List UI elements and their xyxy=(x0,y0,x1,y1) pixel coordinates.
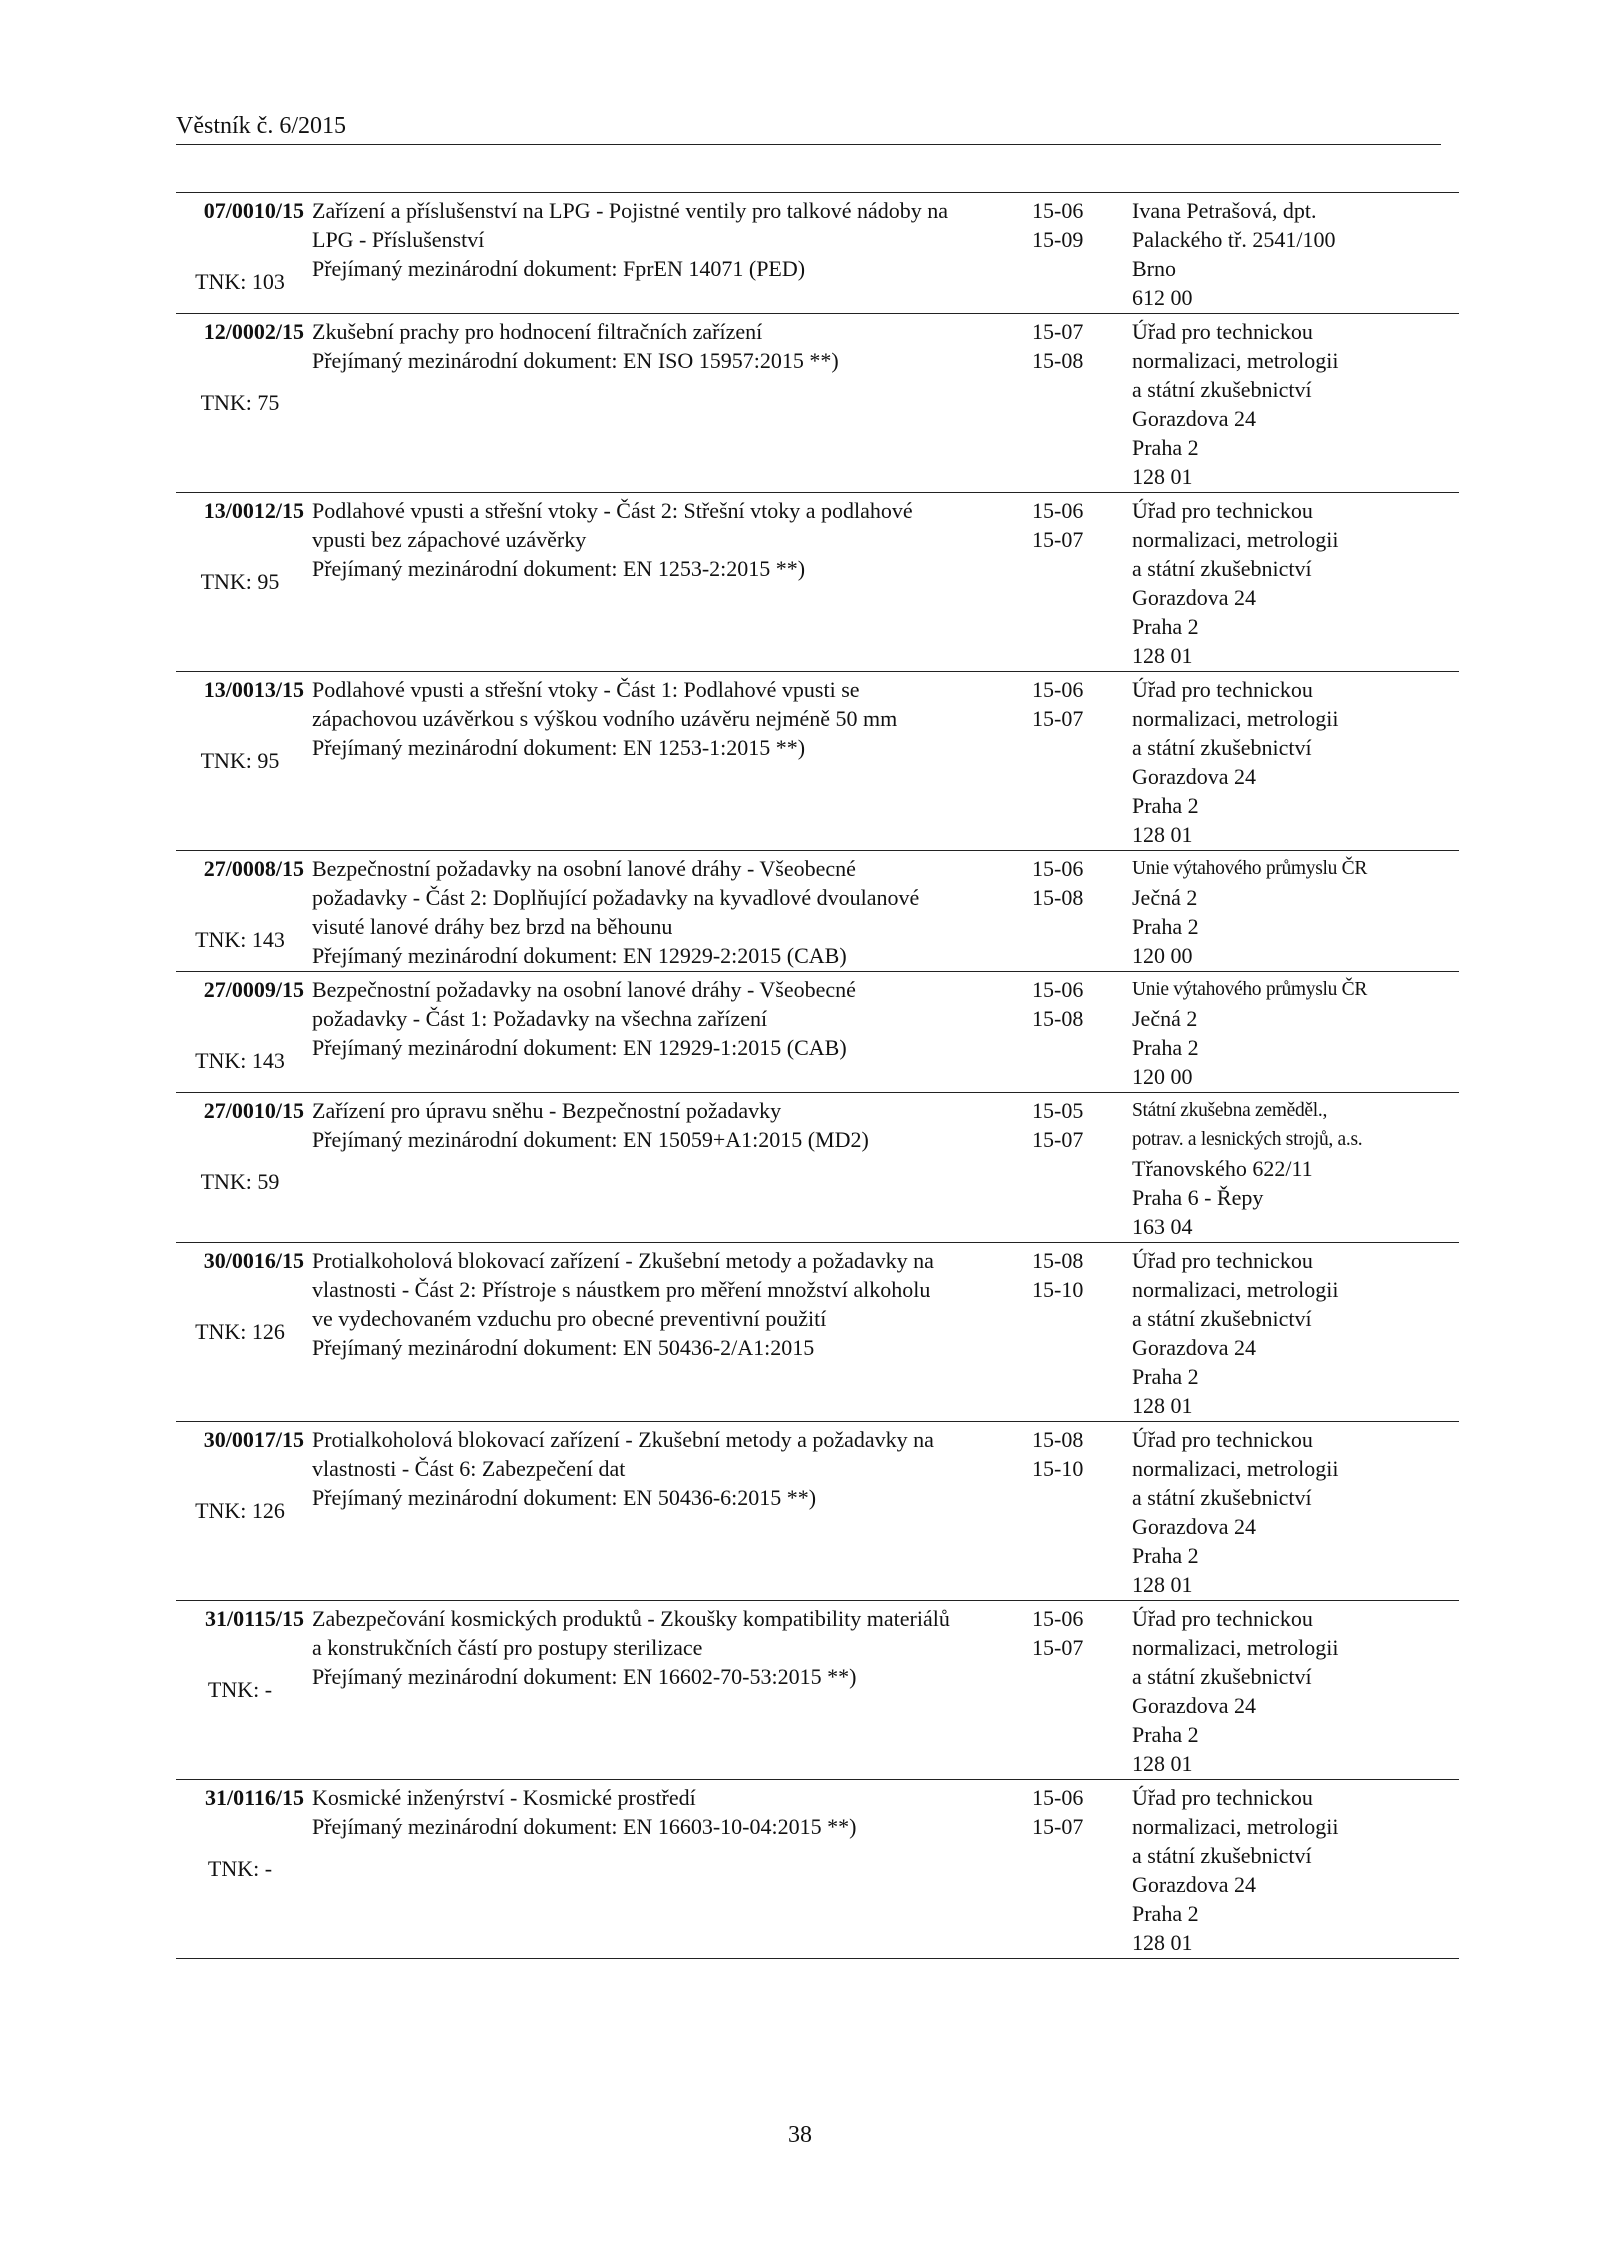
record-address-line: 128 01 xyxy=(1132,464,1193,489)
record-dates-cell xyxy=(1032,672,1122,851)
record-address-line: 128 01 xyxy=(1132,1751,1193,1776)
record-code: 13/0013/15 xyxy=(203,677,304,702)
record-date: 15-06 xyxy=(1032,198,1084,223)
record-address-line: Gorazdova 24 xyxy=(1132,1335,1257,1360)
record-address-line: Třanovského 622/11 xyxy=(1132,1156,1313,1181)
record-address-line: normalizaci, metrologii xyxy=(1132,706,1339,731)
record-address-line: normalizaci, metrologii xyxy=(1132,1456,1339,1481)
record-code: 27/0010/15 xyxy=(203,1098,304,1123)
record-address-line: Ivana Petrašová, dpt. xyxy=(1132,198,1317,223)
record-date: 15-07 xyxy=(1032,706,1084,731)
record-address-line: Praha 2 xyxy=(1132,1901,1199,1926)
record-address-line: Úřad pro technickou xyxy=(1132,1427,1313,1452)
record-address-line: 612 00 xyxy=(1132,285,1193,310)
record-code: 07/0010/15 xyxy=(203,198,304,223)
record-address-line: Praha 2 xyxy=(1132,1035,1199,1060)
record-address-cell xyxy=(1122,1422,1459,1601)
record-address-line: Praha 2 xyxy=(1132,435,1199,460)
record-code-cell xyxy=(176,672,304,851)
record-title-line: Přejímaný mezinárodní dokument: FprEN 14071 (PED) xyxy=(312,256,806,281)
record-code-cell xyxy=(176,1601,304,1780)
record-date: 15-07 xyxy=(1032,1635,1084,1660)
record-code-cell xyxy=(176,1243,304,1422)
record-address-line: Gorazdova 24 xyxy=(1132,1872,1257,1897)
record-dates-cell xyxy=(1032,193,1122,314)
record-address-line: normalizaci, metrologii xyxy=(1132,348,1339,373)
record-address-line: a státní zkušebnictví xyxy=(1132,1306,1312,1331)
table-row xyxy=(176,972,1459,1093)
record-address-line: Praha 2 xyxy=(1132,793,1199,818)
header-title: Věstník č. 6/2015 xyxy=(176,113,346,139)
record-address-line: Unie výtahového průmyslu ČR xyxy=(1132,979,1368,1000)
table-row xyxy=(176,1243,1459,1422)
record-dates-cell xyxy=(1032,851,1122,972)
record-address-cell xyxy=(1122,1243,1459,1422)
record-tnk: TNK: 143 xyxy=(195,1048,285,1073)
record-address-line: a státní zkušebnictví xyxy=(1132,1664,1312,1689)
record-address-line: a státní zkušebnictví xyxy=(1132,556,1312,581)
record-address-cell xyxy=(1122,314,1459,493)
record-title-line: požadavky - Část 2: Doplňující požadavky na kyvadlové dvoulanové xyxy=(312,885,920,910)
record-address-line: a státní zkušebnictví xyxy=(1132,1843,1312,1868)
record-date: 15-05 xyxy=(1032,1098,1084,1123)
record-address-cell xyxy=(1122,493,1459,672)
record-code-wrap xyxy=(176,496,304,596)
record-address-cell xyxy=(1122,851,1459,972)
record-code-cell xyxy=(176,493,304,672)
record-code-cell xyxy=(176,851,304,972)
record-code-wrap xyxy=(176,1425,304,1525)
record-address-line: Gorazdova 24 xyxy=(1132,585,1257,610)
record-code-wrap xyxy=(176,317,304,417)
record-tnk: TNK: - xyxy=(207,1856,273,1881)
record-code: 12/0002/15 xyxy=(203,319,304,344)
record-address-line: Brno xyxy=(1132,256,1176,281)
table-row xyxy=(176,193,1459,314)
record-date: 15-08 xyxy=(1032,1427,1084,1452)
record-address-line: normalizaci, metrologii xyxy=(1132,1277,1339,1302)
record-date: 15-08 xyxy=(1032,1006,1084,1031)
table-row xyxy=(176,1093,1459,1243)
record-dates-cell xyxy=(1032,972,1122,1093)
record-address-line: normalizaci, metrologii xyxy=(1132,1814,1339,1839)
record-code-cell xyxy=(176,1780,304,1959)
record-address-line: Praha 6 - Řepy xyxy=(1132,1185,1264,1210)
record-address-line: Palackého tř. 2541/100 xyxy=(1132,227,1336,252)
table-row xyxy=(176,314,1459,493)
record-tnk: TNK: 103 xyxy=(195,269,285,294)
record-address-line: Gorazdova 24 xyxy=(1132,1693,1257,1718)
record-title-line: LPG - Příslušenství xyxy=(312,227,485,252)
record-date: 15-10 xyxy=(1032,1456,1084,1481)
record-title-line: Kosmické inženýrství - Kosmické prostředí xyxy=(312,1785,696,1810)
record-date: 15-07 xyxy=(1032,1127,1084,1152)
record-tnk: TNK: 59 xyxy=(200,1169,280,1194)
record-date: 15-06 xyxy=(1032,1606,1084,1631)
record-title-cell xyxy=(304,672,1032,851)
records-body xyxy=(176,193,1459,1959)
record-tnk: TNK: - xyxy=(207,1677,273,1702)
record-address-line: 128 01 xyxy=(1132,1393,1193,1418)
record-title-line: Zařízení pro úpravu sněhu - Bezpečnostní požadavky xyxy=(312,1098,782,1123)
record-title-line: Přejímaný mezinárodní dokument: EN 15059+A1:2015 (MD2) xyxy=(312,1127,869,1152)
record-title-cell xyxy=(304,493,1032,672)
record-address-line: 128 01 xyxy=(1132,643,1193,668)
record-title-line: zápachovou uzávěrkou s výškou vodního uzávěru nejméně 50 mm xyxy=(312,706,898,731)
table-row xyxy=(176,1780,1459,1959)
record-address-line: Praha 2 xyxy=(1132,1364,1199,1389)
record-address-line: Praha 2 xyxy=(1132,1722,1199,1747)
record-code: 27/0009/15 xyxy=(203,977,304,1002)
record-address-line: potrav. a lesnických strojů, a.s. xyxy=(1132,1129,1363,1150)
record-date: 15-06 xyxy=(1032,856,1084,881)
record-address-cell xyxy=(1122,1093,1459,1243)
record-address-cell xyxy=(1122,672,1459,851)
record-code: 27/0008/15 xyxy=(203,856,304,881)
record-address-line: 128 01 xyxy=(1132,1572,1193,1597)
record-code-cell xyxy=(176,314,304,493)
record-tnk: TNK: 143 xyxy=(195,927,285,952)
record-title-line: Přejímaný mezinárodní dokument: EN 12929-2:2015 (CAB) xyxy=(312,943,847,968)
record-title-line: Podlahové vpusti a střešní vtoky - Část 2: Střešní vtoky a podlahové xyxy=(312,498,913,523)
record-title-line: Přejímaný mezinárodní dokument: EN 1253-1:2015 **) xyxy=(312,735,806,760)
record-date: 15-08 xyxy=(1032,348,1084,373)
record-dates-cell xyxy=(1032,314,1122,493)
record-tnk: TNK: 126 xyxy=(195,1498,285,1523)
record-title-cell xyxy=(304,314,1032,493)
record-title-line: vlastnosti - Část 2: Přístroje s náustkem pro měření množství alkoholu xyxy=(312,1277,931,1302)
record-title-line: Zkušební prachy pro hodnocení filtračních zařízení xyxy=(312,319,763,344)
record-dates-cell xyxy=(1032,1422,1122,1601)
record-title-cell xyxy=(304,1093,1032,1243)
record-address-line: a státní zkušebnictví xyxy=(1132,1485,1312,1510)
record-title-line: ve vydechovaném vzduchu pro obecné preventivní použití xyxy=(312,1306,827,1331)
record-address-cell xyxy=(1122,1601,1459,1780)
record-address-line: Praha 2 xyxy=(1132,614,1199,639)
record-address-cell xyxy=(1122,193,1459,314)
record-tnk: TNK: 95 xyxy=(200,748,280,773)
record-dates-cell xyxy=(1032,493,1122,672)
record-address-cell xyxy=(1122,972,1459,1093)
record-date: 15-06 xyxy=(1032,977,1084,1002)
record-date: 15-07 xyxy=(1032,319,1084,344)
record-title-cell xyxy=(304,1780,1032,1959)
record-date: 15-06 xyxy=(1032,498,1084,523)
page-number: 38 xyxy=(788,2122,812,2148)
record-address-line: a státní zkušebnictví xyxy=(1132,377,1312,402)
record-address-line: Státní zkušebna zeměděl., xyxy=(1132,1100,1328,1121)
record-title-line: Přejímaný mezinárodní dokument: EN 12929-1:2015 (CAB) xyxy=(312,1035,847,1060)
record-title-line: a konstrukčních částí pro postupy sterilizace xyxy=(312,1635,703,1660)
record-tnk: TNK: 126 xyxy=(195,1319,285,1344)
record-title-line: Přejímaný mezinárodní dokument: EN 50436-6:2015 **) xyxy=(312,1485,817,1510)
record-date: 15-08 xyxy=(1032,1248,1084,1273)
record-title-line: Podlahové vpusti a střešní vtoky - Část 1: Podlahové vpusti se xyxy=(312,677,860,702)
record-address-line: 128 01 xyxy=(1132,1930,1193,1955)
table-row xyxy=(176,851,1459,972)
record-code-wrap xyxy=(176,1604,304,1704)
record-code-wrap xyxy=(176,975,304,1075)
record-title-line: vlastnosti - Část 6: Zabezpečení dat xyxy=(312,1456,626,1481)
record-title-line: Přejímaný mezinárodní dokument: EN 50436-2/A1:2015 xyxy=(312,1335,815,1360)
table-row xyxy=(176,672,1459,851)
record-code: 31/0116/15 xyxy=(204,1785,304,1810)
record-address-line: Gorazdova 24 xyxy=(1132,406,1257,431)
record-title-line: Přejímaný mezinárodní dokument: EN ISO 15957:2015 **) xyxy=(312,348,839,373)
record-code: 30/0016/15 xyxy=(203,1248,304,1273)
record-title-line: Bezpečnostní požadavky na osobní lanové dráhy - Všeobecné xyxy=(312,856,856,881)
record-title-line: Protialkoholová blokovací zařízení - Zkušební metody a požadavky na xyxy=(312,1248,934,1273)
record-address-line: 128 01 xyxy=(1132,822,1193,847)
record-address-line: Úřad pro technickou xyxy=(1132,498,1313,523)
record-code-cell xyxy=(176,1093,304,1243)
record-code-wrap xyxy=(176,1783,304,1883)
record-address-line: 163 04 xyxy=(1132,1214,1193,1239)
record-address-line: Gorazdova 24 xyxy=(1132,1514,1257,1539)
table-row xyxy=(176,1422,1459,1601)
record-dates-cell xyxy=(1032,1093,1122,1243)
record-tnk: TNK: 75 xyxy=(200,390,280,415)
record-code-cell xyxy=(176,972,304,1093)
record-code-wrap xyxy=(176,854,304,954)
record-date: 15-06 xyxy=(1032,677,1084,702)
record-date: 15-08 xyxy=(1032,885,1084,910)
record-code-wrap xyxy=(176,1246,304,1346)
record-code: 13/0012/15 xyxy=(203,498,304,523)
record-date: 15-07 xyxy=(1032,527,1084,552)
record-code: 31/0115/15 xyxy=(204,1606,304,1631)
record-address-line: 120 00 xyxy=(1132,1064,1193,1089)
page-header xyxy=(176,112,1441,145)
record-title-line: Přejímaný mezinárodní dokument: EN 16603-10-04:2015 **) xyxy=(312,1814,857,1839)
record-title-line: vpusti bez zápachové uzávěrky xyxy=(312,527,587,552)
record-address-line: Úřad pro technickou xyxy=(1132,1606,1313,1631)
record-address-line: Gorazdova 24 xyxy=(1132,764,1257,789)
record-address-line: normalizaci, metrologii xyxy=(1132,527,1339,552)
record-address-line: Úřad pro technickou xyxy=(1132,1785,1313,1810)
record-title-line: Bezpečnostní požadavky na osobní lanové dráhy - Všeobecné xyxy=(312,977,856,1002)
records-table xyxy=(176,192,1459,1959)
record-address-line: Praha 2 xyxy=(1132,914,1199,939)
record-date: 15-09 xyxy=(1032,227,1084,252)
record-address-line: normalizaci, metrologii xyxy=(1132,1635,1339,1660)
record-title-line: Zabezpečování kosmických produktů - Zkoušky kompatibility materiálů xyxy=(312,1606,950,1631)
record-address-line: Úřad pro technickou xyxy=(1132,319,1313,344)
record-code: 30/0017/15 xyxy=(203,1427,304,1452)
record-title-cell xyxy=(304,851,1032,972)
record-code-cell xyxy=(176,193,304,314)
record-address-cell xyxy=(1122,1780,1459,1959)
record-title-line: Přejímaný mezinárodní dokument: EN 1253-2:2015 **) xyxy=(312,556,806,581)
record-address-line: Ječná 2 xyxy=(1132,885,1198,910)
record-title-line: Protialkoholová blokovací zařízení - Zkušební metody a požadavky na xyxy=(312,1427,934,1452)
record-title-cell xyxy=(304,193,1032,314)
record-date: 15-06 xyxy=(1032,1785,1084,1810)
record-title-line: Zařízení a příslušenství na LPG - Pojistné ventily pro talkové nádoby na xyxy=(312,198,949,223)
record-code-wrap xyxy=(176,196,304,296)
record-address-line: 120 00 xyxy=(1132,943,1193,968)
record-code-wrap xyxy=(176,1096,304,1196)
table-row xyxy=(176,493,1459,672)
record-address-line: Praha 2 xyxy=(1132,1543,1199,1568)
record-address-line: Úřad pro technickou xyxy=(1132,677,1313,702)
record-code-wrap xyxy=(176,675,304,775)
record-dates-cell xyxy=(1032,1601,1122,1780)
record-address-line: Unie výtahového průmyslu ČR xyxy=(1132,858,1368,879)
record-date: 15-07 xyxy=(1032,1814,1084,1839)
record-title-cell xyxy=(304,1601,1032,1780)
record-title-cell xyxy=(304,1422,1032,1601)
record-dates-cell xyxy=(1032,1243,1122,1422)
record-title-line: Přejímaný mezinárodní dokument: EN 16602-70-53:2015 **) xyxy=(312,1664,857,1689)
record-title-cell xyxy=(304,1243,1032,1422)
record-address-line: Úřad pro technickou xyxy=(1132,1248,1313,1273)
record-title-line: požadavky - Část 1: Požadavky na všechna zařízení xyxy=(312,1006,768,1031)
record-address-line: Ječná 2 xyxy=(1132,1006,1198,1031)
record-title-cell xyxy=(304,972,1032,1093)
record-address-line: a státní zkušebnictví xyxy=(1132,735,1312,760)
record-dates-cell xyxy=(1032,1780,1122,1959)
record-tnk: TNK: 95 xyxy=(200,569,280,594)
record-title-line: visuté lanové dráhy bez brzd na běhounu xyxy=(312,914,673,939)
table-row xyxy=(176,1601,1459,1780)
record-date: 15-10 xyxy=(1032,1277,1084,1302)
record-code-cell xyxy=(176,1422,304,1601)
